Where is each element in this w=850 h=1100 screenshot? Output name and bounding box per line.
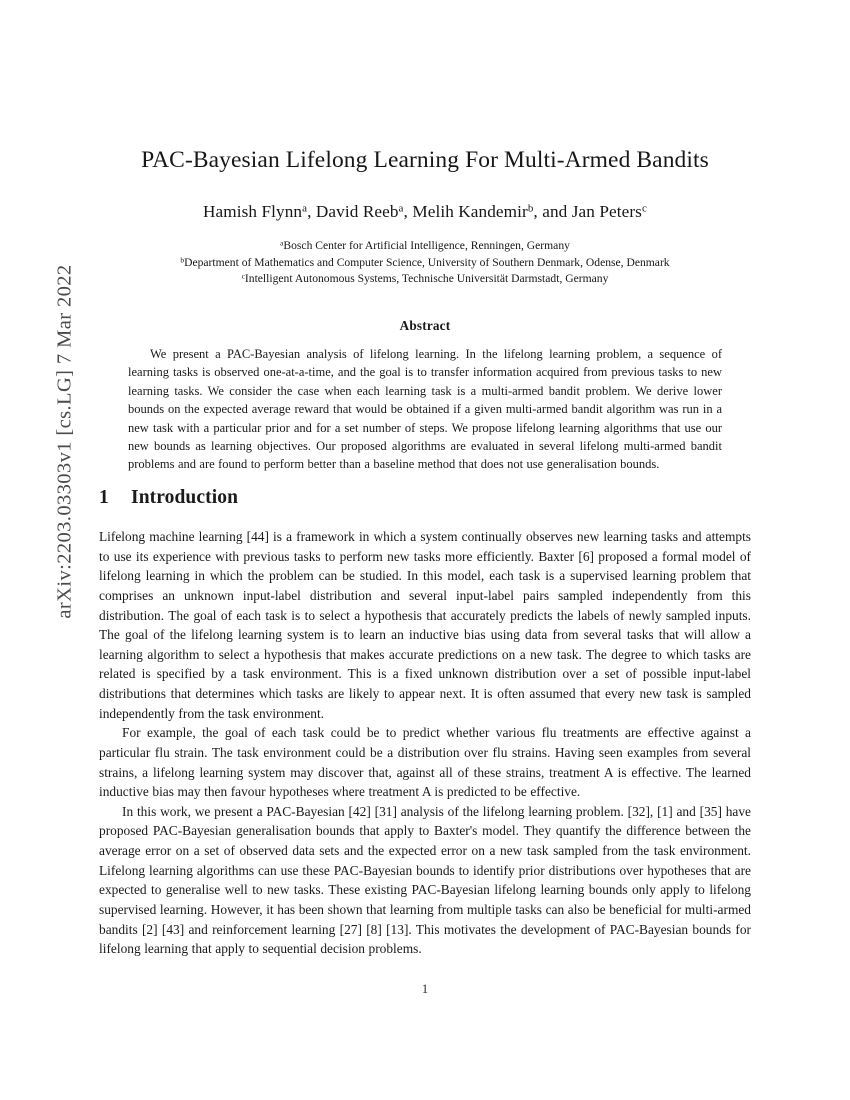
- author-affiliation-mark-1: a: [398, 203, 404, 216]
- section-number: 1: [99, 487, 109, 508]
- section-title: Introduction: [131, 487, 239, 508]
- author-conjunction: and: [542, 202, 572, 222]
- affiliation-mark-b: b: [180, 255, 185, 265]
- affiliation-list: [99, 238, 751, 287]
- author-separator-2: ,: [533, 202, 543, 222]
- affiliation-item: [99, 255, 751, 271]
- affiliation-mark-c: c: [241, 271, 245, 281]
- body-paragraph: For example, the goal of each task could be to predict whether various flu treatments are effective against a particular flu strain. The task environment could be a distribution over flu strains. Having seen examples from several strains, a lifelong learning system may discover that, against all of these strains, treatment A is effective. The learned inductive bias may then favour hypotheses where treatment A is predicted to be effective.: [99, 725, 751, 800]
- abstract-text: We present a PAC-Bayesian analysis of lifelong learning. In the lifelong learning problem, a sequence of learning tasks is observed one-at-a-time, and the goal is to transfer information acquired from previous tasks to new learning tasks. We consider the case when each learning task is a multi-armed bandit problem. We derive lower bounds on the expected average reward that would be obtained if a given multi-armed bandit algorithm was run in a new task with a particular prior and for a set number of steps. We propose lifelong learning algorithms that use our new bounds as learning objectives. Our proposed algorithms are evaluated in several lifelong multi-armed bandit problems and are found to perform better than a baseline method that does not use generalisation bounds.: [128, 347, 722, 472]
- author-separator-0: ,: [307, 202, 316, 222]
- affiliation-text-a: Bosch Center for Artificial Intelligence, Renningen, Germany: [283, 239, 570, 253]
- affiliation-mark-a: a: [280, 238, 284, 248]
- author-name-0: Hamish Flynn: [203, 202, 303, 222]
- author-list: [99, 202, 751, 222]
- page-number: 1: [421, 982, 429, 996]
- affiliation-text-b: Department of Mathematics and Computer Science, University of Southern Denmark, Odense, Denmark: [184, 255, 670, 269]
- body-paragraph: In this work, we present a PAC-Bayesian [42] [31] analysis of the lifelong learning problem. [32], [1] and [35] have proposed PAC-Bayesian generalisation bounds that apply to Baxter's model. They quantify the difference between the average error on a set of observed data sets and the expected error on a new task sampled from the task environment. Lifelong learning algorithms can use these PAC-Bayesian bounds to identify prior distributions over hypotheses that are expected to generalise well to new tasks. These existing PAC-Bayesian lifelong learning bounds only apply to lifelong supervised learning. However, it has been shown that learning from multiple tasks can also be beneficial for multi-armed bandits [2] [43] and reinforcement learning [27] [8] [13]. This motivates the development of PAC-Bayesian bounds for lifelong learning that apply to sequential decision problems.: [99, 803, 751, 957]
- body-block: [99, 487, 751, 959]
- affiliation-text-c: Intelligent Autonomous Systems, Technische Universität Darmstadt, Germany: [244, 272, 609, 286]
- affiliation-item: [99, 238, 751, 254]
- author-affiliation-mark-3: c: [641, 203, 647, 216]
- author-affiliation-mark-0: a: [302, 203, 308, 216]
- page-title: PAC-Bayesian Lifelong Learning For Multi-Armed Bandits: [141, 147, 709, 173]
- body-paragraph: Lifelong machine learning [44] is a framework in which a system continually observes new learning tasks and attempts to use its experience with previous tasks to perform new tasks more efficiently. Baxter [6] proposed a formal model of lifelong learning in which the problem can be studied. In this model, each task is a supervised learning problem that comprises an unknown input-label distribution and several input-label pairs sampled independently from this distribution. The goal of each task is to select a hypothesis that accurately predicts the labels of newly sampled inputs. The goal of the lifelong learning system is to learn an inductive bias using data from several tasks that will allow a learning algorithm to select a hypothesis that makes accurate predictions on a new task. The degree to which tasks are related is specified by a task environment. This is a fixed unknown distribution over a set of possible input-label distributions that determines which tasks are likely to appear next. It is often assumed that every new task is sampled independently from the task environment.: [99, 529, 751, 721]
- author-name-1: David Reeb: [315, 202, 399, 222]
- arxiv-identifier-stamp: arXiv:2203.03303v1 [cs.LG] 7 Mar 2022: [53, 264, 76, 619]
- affiliation-item: [99, 271, 751, 287]
- author-affiliation-mark-2: b: [527, 203, 534, 216]
- abstract-heading: Abstract: [399, 318, 451, 333]
- abstract-block: [128, 318, 722, 474]
- title-block: [99, 146, 751, 288]
- author-name-3: Jan Peters: [571, 202, 642, 222]
- author-name-2: Melih Kandemir: [412, 202, 528, 222]
- author-separator-1: ,: [403, 202, 413, 222]
- section-heading: [99, 487, 751, 509]
